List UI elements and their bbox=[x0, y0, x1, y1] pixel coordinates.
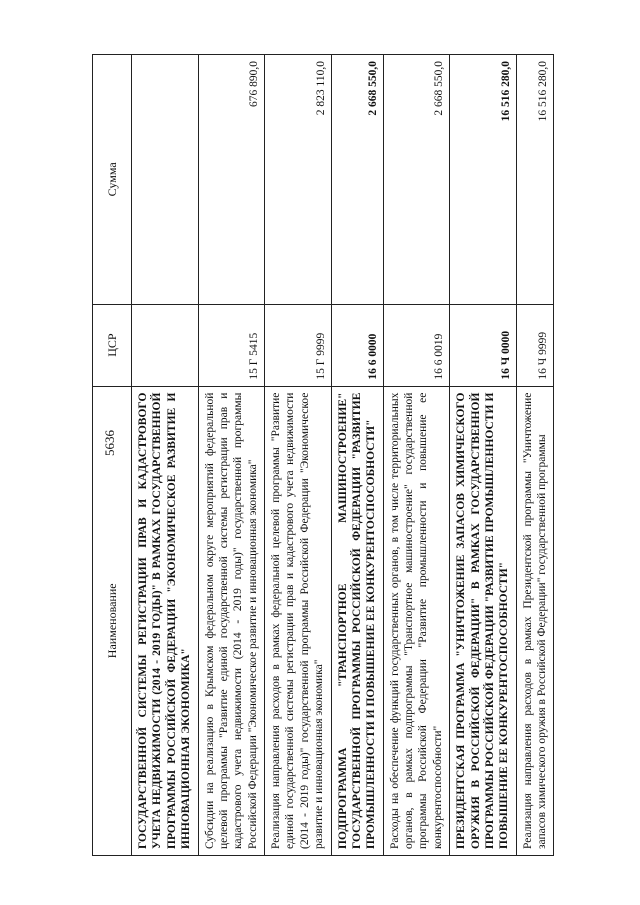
row-name-cell: Расходы на обеспечение функций государственных органов, в том числе территориальных органов, в рамках подпрограммы "Транспортное машиностроение" государственной программы Российской Федерации "Развитие промышленности и повышение ее конкурентоспособности" bbox=[383, 386, 450, 855]
row-csr-cell: 15 Г 5415 bbox=[198, 304, 265, 386]
row-sum-cell: 2 823 110,0 bbox=[265, 55, 332, 305]
row-sum-cell: 16 516 280,0 bbox=[450, 55, 517, 305]
row-sum-cell: 2 668 550,0 bbox=[383, 55, 450, 305]
row-name-cell: ПРЕЗИДЕНТСКАЯ ПРОГРАММА "УНИЧТОЖЕНИЕ ЗАПАСОВ ХИМИЧЕСКОГО ОРУЖИЯ В РОССИЙСКОЙ ФЕДЕРАЦИИ" В РАМКАХ ГОСУДАРСТВЕННОЙ ПРОГРАММЫ РОССИЙСКОЙ ФЕДЕРАЦИИ "РАЗВИТИЕ ПРОМЫШЛЕННОСТИ И ПОВЫШЕНИЕ ЕЕ КОНКУРЕНТОСПОСОБНОСТИ" bbox=[450, 386, 517, 855]
row-csr-cell: 16 Ч 0000 bbox=[450, 304, 517, 386]
row-name-cell: Реализация направления расходов в рамках Президентской программы "Уничтожение запасов химического оружия в Российской Федерации" государственной программы bbox=[516, 386, 554, 855]
table-header-row bbox=[93, 55, 132, 856]
header-name: Наименование bbox=[93, 386, 132, 855]
table-row bbox=[383, 55, 450, 856]
budget-table bbox=[92, 54, 554, 856]
header-sum: Сумма bbox=[93, 55, 132, 305]
row-csr-cell bbox=[132, 304, 199, 386]
row-name-cell: ПОДПРОГРАММА "ТРАНСПОРТНОЕ МАШИНОСТРОЕНИЕ" ГОСУДАРСТВЕННОЙ ПРОГРАММЫ РОССИЙСКОЙ ФЕДЕРАЦИИ "РАЗВИТИЕ ПРОМЫШЛЕННОСТИ И ПОВЫШЕНИЕ ЕЕ КОНКУРЕНТОСПОСОБНОСТИ" bbox=[331, 386, 383, 855]
header-csr: ЦСР bbox=[93, 304, 132, 386]
table-row bbox=[450, 55, 517, 856]
table-row bbox=[516, 55, 554, 856]
row-sum-cell: 16 516 280,0 bbox=[516, 55, 554, 305]
row-name-cell: ГОСУДАРСТВЕННОЙ СИСТЕМЫ РЕГИСТРАЦИИ ПРАВ И КАДАСТРОВОГО УЧЕТА НЕДВИЖИМОСТИ (2014 - 2019 ГОДЫ)" В РАМКАХ ГОСУДАРСТВЕННОЙ ПРОГРАММЫ РОССИЙСКОЙ ФЕДЕРАЦИИ "ЭКОНОМИЧЕСКОЕ РАЗВИТИЕ И ИННОВАЦИОННАЯ ЭКОНОМИКА" bbox=[132, 386, 199, 855]
rotated-table-container bbox=[92, 54, 575, 856]
row-sum-cell: 2 668 550,0 bbox=[331, 55, 383, 305]
row-csr-cell: 16 Ч 9999 bbox=[516, 304, 554, 386]
table-body bbox=[132, 55, 554, 856]
row-sum-cell: 676 890,0 bbox=[198, 55, 265, 305]
table-row bbox=[331, 55, 383, 856]
row-sum-cell bbox=[132, 55, 199, 305]
row-name-cell: Реализация направления расходов в рамках федеральной целевой программы "Развитие единой государственной системы регистрации прав и кадастрового учета недвижимости (2014 - 2019 годы)" государственной программы Российской Федерации "Экономическое развитие и инновационная экономика" bbox=[265, 386, 332, 855]
table-row bbox=[198, 55, 265, 856]
page-number: 5636 bbox=[102, 430, 117, 456]
table-row bbox=[132, 55, 199, 856]
row-csr-cell: 16 6 0000 bbox=[331, 304, 383, 386]
row-csr-cell: 15 Г 9999 bbox=[265, 304, 332, 386]
table-row bbox=[265, 55, 332, 856]
row-csr-cell: 16 6 0019 bbox=[383, 304, 450, 386]
row-name-cell: Субсидии на реализацию в Крымском федеральном округе мероприятий федеральной целевой программы "Развитие единой государственной системы регистрации прав и кадастрового учета недвижимости (2014 - 2019 годы)" государственной программы Российской Федерации "Экономическое развитие и инновационная экономика" bbox=[198, 386, 265, 855]
